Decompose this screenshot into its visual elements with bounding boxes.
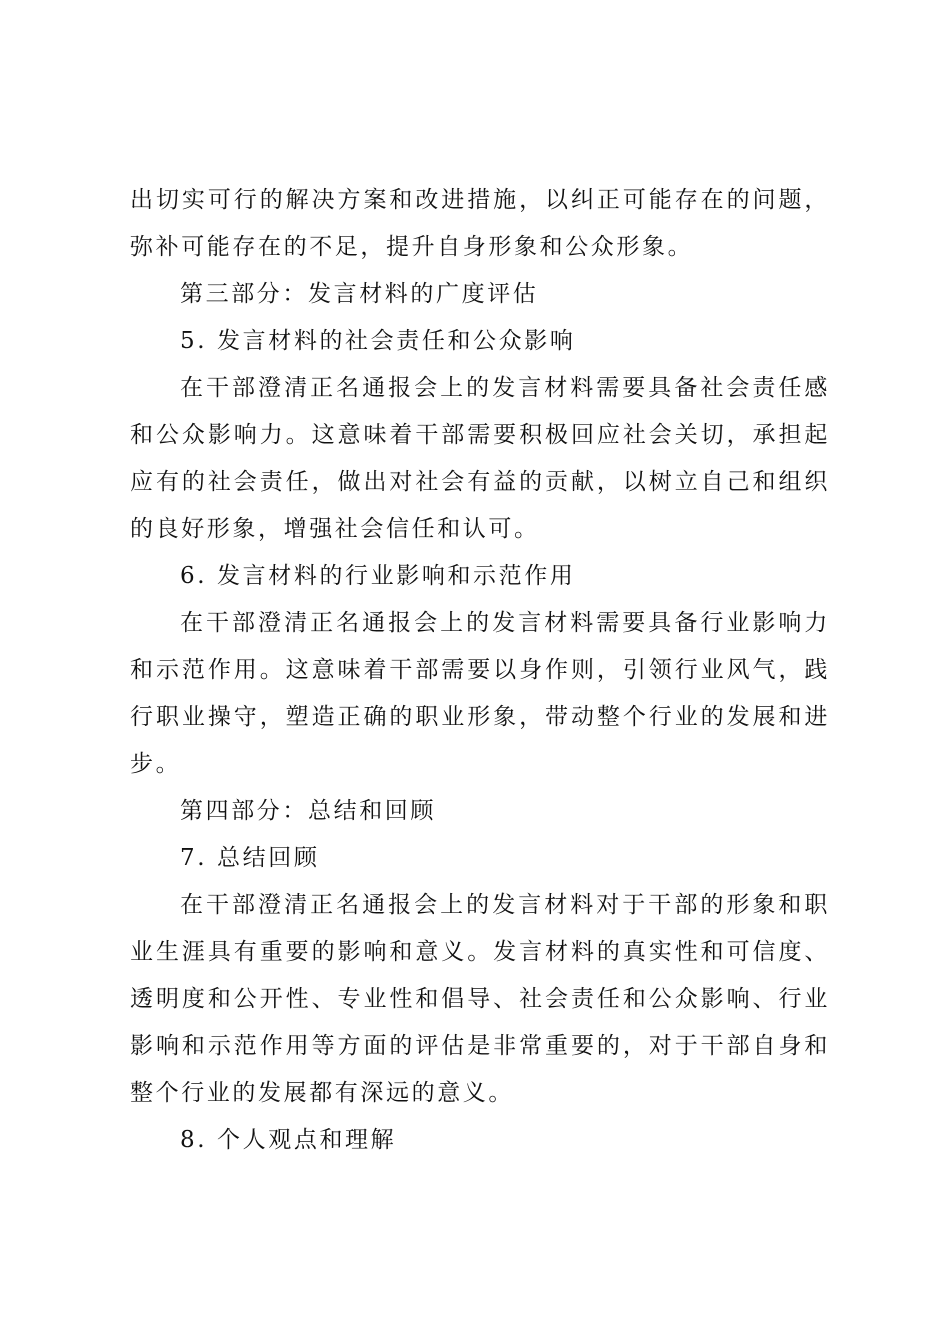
subheading-6: 6. 发言材料的行业影响和示范作用 xyxy=(180,563,576,589)
paragraph-social-responsibility: 在干部澄清正名通报会上的发言材料需要具备社会责任感和公众影响力。这意味着干部需要积极回应社会关切，承担起应有的社会责任，做出对社会有益的贡献，以树立自己和组织的良好形象，增强社会信任和认可。 xyxy=(130,375,830,542)
section-heading-part-four: 第四部分：总结和回顾 xyxy=(180,798,436,824)
section-heading-part-three: 第三部分：发言材料的广度评估 xyxy=(180,281,539,307)
subheading-8: 8. 个人观点和理解 xyxy=(180,1127,397,1153)
subheading-7: 7. 总结回顾 xyxy=(180,845,320,871)
document-body xyxy=(130,177,830,1164)
subheading-5: 5. 发言材料的社会责任和公众影响 xyxy=(180,328,576,354)
paragraph-industry-influence: 在干部澄清正名通报会上的发言材料需要具备行业影响力和示范作用。这意味着干部需要以身作则，引领行业风气，践行职业操守，塑造正确的职业形象，带动整个行业的发展和进步。 xyxy=(130,610,830,777)
paragraph-summary: 在干部澄清正名通报会上的发言材料对于干部的形象和职业生涯具有重要的影响和意义。发言材料的真实性和可信度、透明度和公开性、专业性和倡导、社会责任和公众影响、行业影响和示范作用等方面的评估是非常重要的，对于干部自身和整个行业的发展都有深远的意义。 xyxy=(130,892,830,1106)
paragraph-continuation: 出切实可行的解决方案和改进措施，以纠正可能存在的问题，弥补可能存在的不足，提升自身形象和公众形象。 xyxy=(130,187,830,260)
